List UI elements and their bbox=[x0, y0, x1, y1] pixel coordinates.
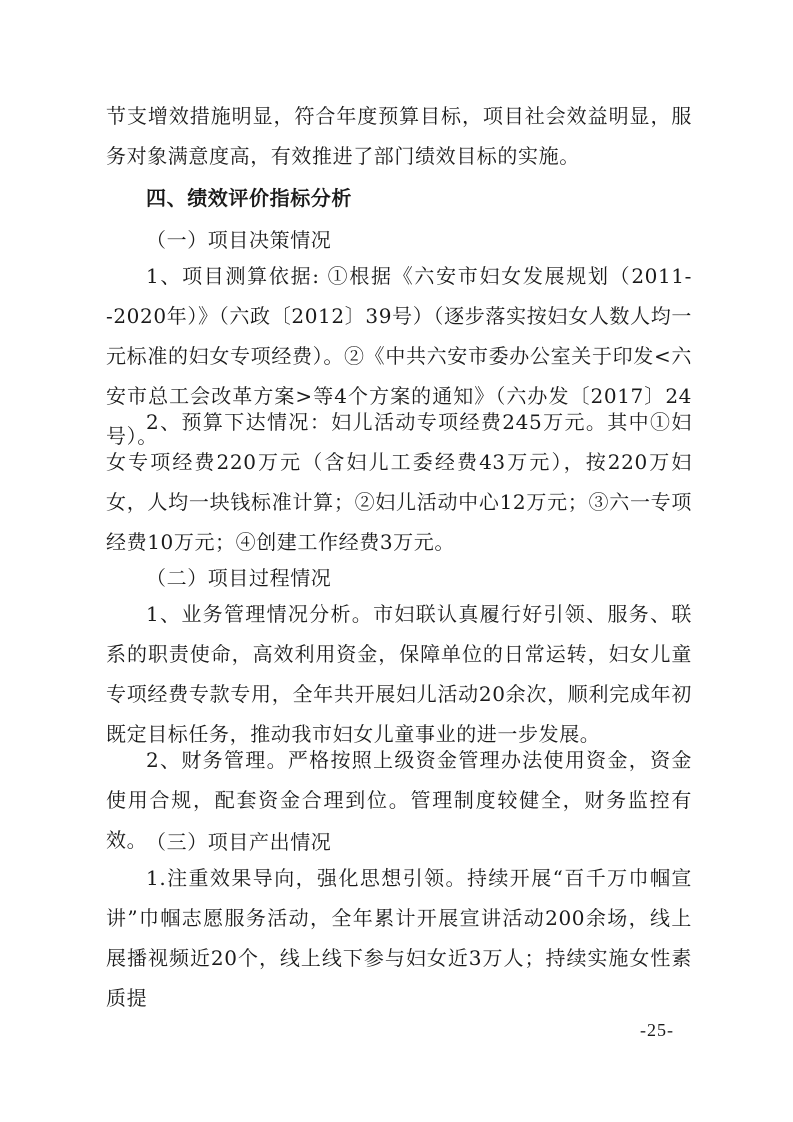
paragraph-budget-allocation: 2、预算下达情况：妇儿活动专项经费245万元。其中①妇女专项经费220万元（含妇儿工委经费43万元），按220万妇女，人均一块钱标准计算；②妇儿活动中心12万元；③六一专项经费10万元；④创建工作经费3万元。 bbox=[106, 410, 692, 554]
paragraph-financial-management: 2、财务管理。严格按照上级资金管理办法使用资金，资金使用合规，配套资金合理到位。管理制度较健全，财务监控有效。 bbox=[106, 748, 692, 852]
page-number: -25- bbox=[640, 1020, 674, 1040]
section-heading-performance-analysis: 四、绩效评价指标分析 bbox=[146, 186, 352, 210]
paragraph-intro-continuation: 节支增效措施明显，符合年度预算目标，项目社会效益明显，服务对象满意度高，有效推进了部门绩效目标的实施。 bbox=[106, 104, 692, 168]
subsection-heading-output: （三）项目产出情况 bbox=[146, 830, 332, 854]
subsection-heading-decision: （一）项目决策情况 bbox=[146, 228, 332, 252]
paragraph-effect-orientation: 1.注重效果导向，强化思想引领。持续开展“百千万巾帼宣讲”巾帼志愿服务活动，全年累计开展宣讲活动200余场，线上展播视频近20个，线上线下参与妇女近3万人；持续实施女性素质提 bbox=[106, 866, 692, 1010]
subsection-heading-process: （二）项目过程情况 bbox=[146, 566, 332, 590]
paragraph-business-management: 1、业务管理情况分析。市妇联认真履行好引领、服务、联系的职责使命，高效利用资金，保障单位的日常运转，妇女儿童专项经费专款专用，全年共开展妇儿活动20余次，顺利完成年初既定目标任务，推动我市妇女儿童事业的进一步发展。 bbox=[106, 602, 692, 746]
paragraph-calculation-basis: 1、项目测算依据: ①根据《六安市妇女发展规划（2011--2020年）》（六政〔2012〕39号）（逐步落实按妇女人数人均一元标准的妇女专项经费）。②《中共六安市委办公室关于印发<六安市总工会改革方案>等4个方案的通知》（六办发〔2017〕24号）。 bbox=[106, 264, 692, 448]
